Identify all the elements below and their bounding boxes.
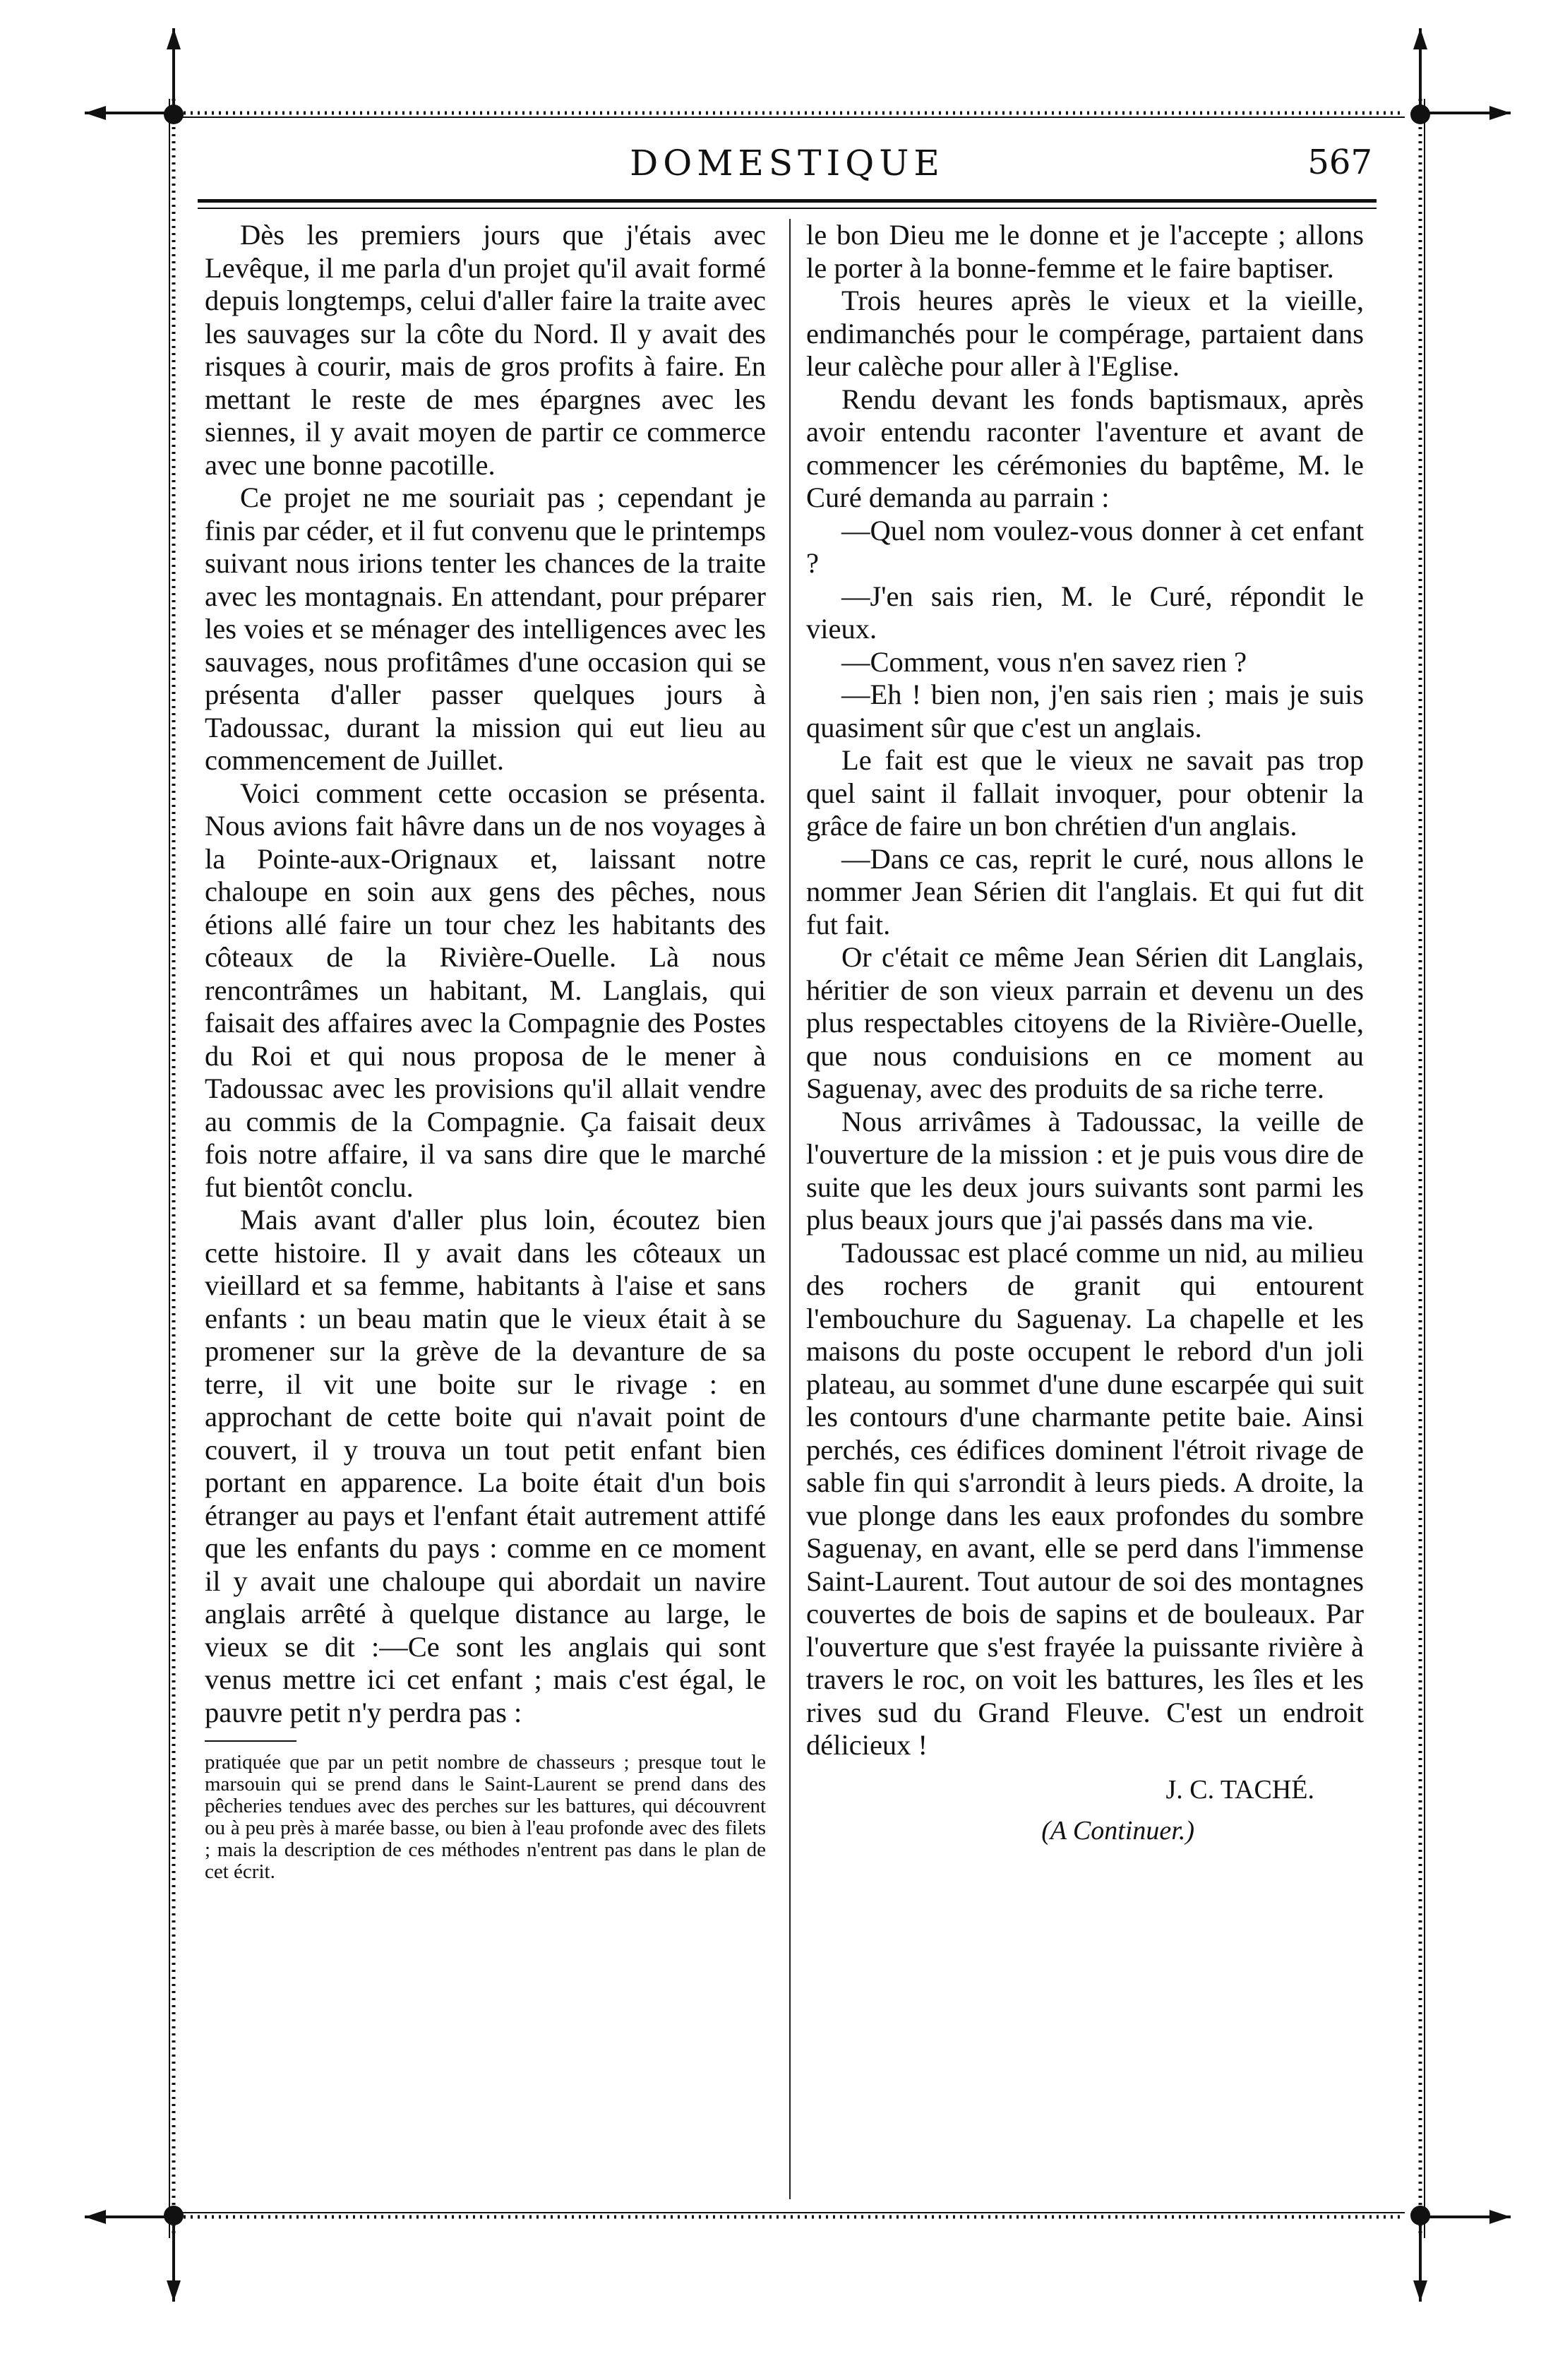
paragraph: Tadoussac est placé comme un nid, au milieu des rochers de granit qui entourent l'embouchure du Saguenay. La chapelle et les maisons du poste occupent le rebord d'un joli plateau, au sommet d'une dune escarpée qui suit les contours d'une charmante petite baie. Ainsi perchés, ces édifices dominent l'étroit rivage de sable fin qui s'arrondit à leurs pieds. A droite, la vue plonge dans les eaux profondes du sombre Saguenay, en avant, elle se perd dans l'immense Saint-Laurent. Tout autour de soi des montagnes couvertes de bois de sapins et de bouleaux. Par l'ouverture que s'est frayée la puissante rivière à travers le roc, on voit les battures, les îles et les rives sud du Grand Fleuve. C'est un endroit délicieux ! [806,1236,1364,1761]
header-rule [198,199,1377,203]
left-column [205,219,766,1883]
paragraph: Trois heures après le vieux et la vieille, endimanchés pour le compérage, partaient dans leur calèche pour aller à l'Eglise. [806,285,1364,382]
paragraph: —J'en sais rien, M. le Curé, répondit le vieux. [806,580,1364,645]
paragraph: Rendu devant les fonds baptismaux, après avoir entendu raconter l'aventure et avant de commencer les cérémonies du baptême, M. le Curé demanda au parrain : [806,383,1364,513]
column-divider [789,219,791,2199]
paragraph: —Eh ! bien non, j'en sais rien ; mais je suis quasiment sûr que c'est un anglais. [806,678,1364,743]
continued-note: (A Continuer.) [1041,1816,1194,1846]
paragraph: Or c'était ce même Jean Sérien dit Langlais, héritier de son vieux parrain et devenu un des plus respectables citoyens de la Rivière-Ouelle, que nous conduisions en ce moment au Saguenay, avec des produits de sa riche terre. [806,941,1364,1104]
paragraph: Ce projet ne me souriait pas ; cependant je finis par céder, et il fut convenu que le printemps suivant nous irions tenter les chances de la traite avec les montagnais. En attendant, pour préparer les voies et se ménager des intelligences avec les sauvages, nous profitâmes d'une occasion qui se présenta d'aller passer quelques jours à Tadoussac, durant la mission qui eut lieu au commencement de Juillet. [205,482,766,776]
running-title: DOMESTIQUE [630,143,945,184]
paragraph: Le fait est que le vieux ne savait pas trop quel saint il fallait invoquer, pour obtenir la grâce de faire un bon chrétien d'un anglais. [806,744,1364,842]
paragraph: —Comment, vous n'en savez rien ? [841,645,1247,678]
paragraph: Nous arrivâmes à Tadoussac, la veille de l'ouverture de la mission : et je puis vous dire de suite que les deux jours suivants sont parmi les plus beaux jours que j'ai passés dans ma vie. [806,1105,1364,1236]
footnote-rule [205,1740,296,1742]
paragraph: Mais avant d'aller plus loin, écoutez bien cette histoire. Il y avait dans les côteaux un vieillard et sa femme, habitants à l'aise et sans enfants : un beau matin que le vieux était à se promener sur la grève de la devanture de sa terre, il vit une boite sur le rivage : en approchant de cette boite qui n'avait point de couvert, il y trouva un tout petit enfant bien portant en apparence. La boite était d'un bois étranger au pays et l'enfant était autrement attifé que les enfants du pays : comme en ce moment il y avait une chaloupe qui abordait un navire anglais arrêté à quelque distance au large, le vieux se dit :—Ce sont les anglais qui sont venus mettre ici cet enfant ; mais c'est égal, le pauvre petit n'y perdra pas : [205,1204,766,1728]
paragraph: —Dans ce cas, reprit le curé, nous allons le nommer Jean Sérien dit l'anglais. Et qui fut dit fut fait. [806,842,1364,940]
page-number: 567 [1307,143,1372,182]
footnote: pratiquée que par un petit nombre de chasseurs ; presque tout le marsouin qui se prend dans le Saint-Laurent se prend dans des pêcheries tendues avec des perches sur les battures, qui découvrent ou à peu près à marée basse, ou bien à l'eau profonde avec des filets ; mais la description de ces méthodes n'entrent pas dans le plan de cet écrit. [205,1751,766,1883]
right-column [806,219,1364,1848]
page-header [198,134,1377,198]
paragraph: Dès les premiers jours que j'étais avec Levêque, il me parla d'un projet qu'il avait formé depuis longtemps, celui d'aller faire la traite avec les sauvages sur la côte du Nord. Il y avait des risques à courir, mais de gros profits à faire. En mettant le reste de mes épargnes avec les siennes, il y avait moyen de partir ce commerce avec une bonne pacotille. [205,219,766,481]
paragraph: —Quel nom voulez-vous donner à cet enfant ? [806,514,1364,579]
header-rule-thin [198,208,1377,209]
author-signature: J. C. TACHÉ. [1165,1774,1314,1805]
paragraph: le bon Dieu me le donne et je l'accepte ; allons le porter à la bonne-femme et le faire baptiser. [806,219,1364,284]
paragraph: Voici comment cette occasion se présenta. Nous avions fait hâvre dans un de nos voyages à la Pointe-aux-Orignaux et, laissant notre chaloupe en soin aux gens des pêches, nous étions allé faire un tour chez les habitants des côteaux de la Rivière-Ouelle. Là nous rencontrâmes un habitant, M. Langlais, qui faisait des affaires avec la Compagnie des Postes du Roi et qui nous proposa de le mener à Tadoussac avec les provisions qu'il allait vendre au commis de la Compagnie. Ça faisait deux fois notre affaire, il va sans dire que le marché fut bientôt conclu. [205,777,766,1203]
